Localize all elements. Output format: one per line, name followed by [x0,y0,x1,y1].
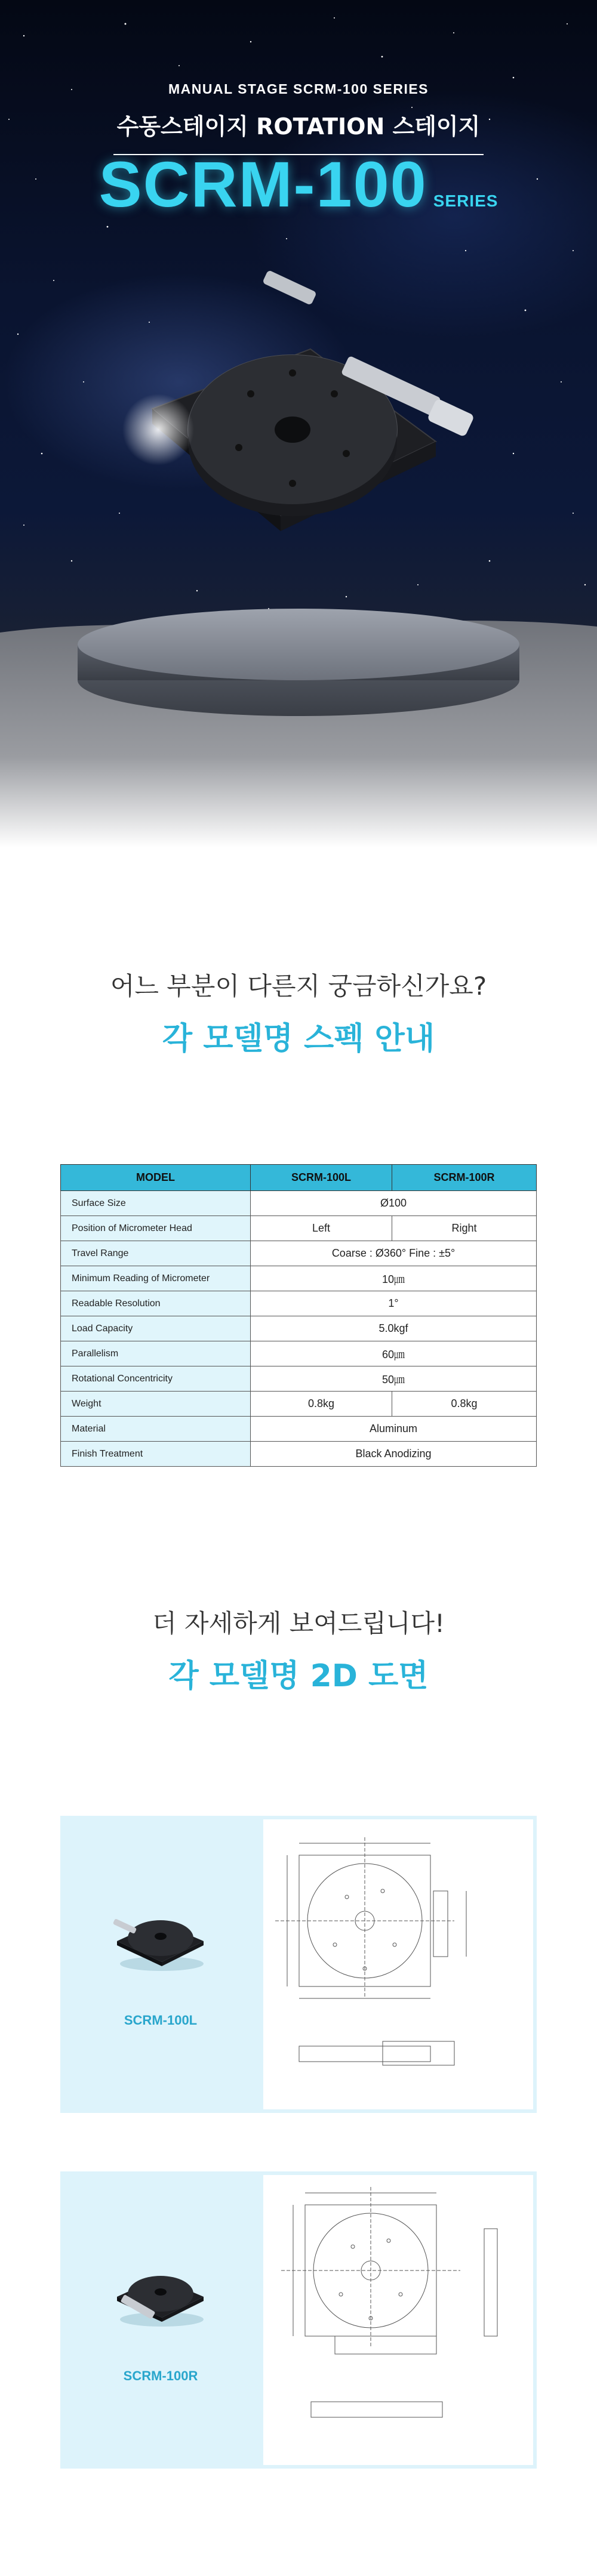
column-header-scrm-100r: SCRM-100R [392,1165,537,1191]
row-value: Black Anodizing [251,1442,537,1467]
table-row [61,1417,537,1442]
table-row [61,1341,537,1366]
table-row [61,1392,537,1417]
hero-model-name: SCRM-100 [99,148,427,220]
technical-drawing-scrm-100r [263,2175,533,2465]
column-header-scrm-100l: SCRM-100L [251,1165,392,1191]
row-label: Position of Micrometer Head [61,1216,251,1241]
row-label: Material [61,1417,251,1442]
drawing-card-scrm-100l [60,1816,537,2113]
table-row [61,1442,537,1467]
row-value: 5.0kgf [251,1316,537,1341]
row-value: 10㎛ [251,1266,537,1291]
table-row [61,1241,537,1266]
table-row [61,1216,537,1241]
product-photo-scrm-100l [60,1816,261,2113]
product-photo-panel [60,1816,261,2113]
row-value: 1° [251,1291,537,1316]
spec-heading: 각 모델명 스펙 안내 [162,1021,435,1057]
row-value: 50㎛ [251,1366,537,1392]
hero-banner [0,0,597,847]
table-row [61,1316,537,1341]
row-label: Load Capacity [61,1316,251,1341]
table-row [61,1266,537,1291]
drawing-question: 더 자세하게 보여드립니다! [152,1609,445,1638]
row-label: Parallelism [61,1341,251,1366]
drawing-section [0,1467,597,2576]
row-label: Travel Range [61,1241,251,1266]
drawing-card-scrm-100r [60,2171,537,2469]
row-value: Coarse : Ø360° Fine : ±5° [251,1241,537,1266]
row-label: Rotational Concentricity [61,1366,251,1392]
row-value: Ø100 [251,1191,537,1216]
row-label: Readable Resolution [61,1291,251,1316]
row-value-left: 0.8kg [251,1392,392,1417]
column-header-model: MODEL [61,1165,251,1191]
row-value-right: 0.8kg [392,1392,537,1417]
technical-drawing-panel [263,1819,533,2109]
rotation-stage-image [0,251,597,847]
row-label: Surface Size [61,1191,251,1216]
model-label: SCRM-100R [123,2368,198,2383]
hero-subtitle: MANUAL STAGE SCRM-100 SERIES [168,81,429,97]
drawing-heading: 각 모델명 2D 도면 [168,1658,429,1694]
row-label: Minimum Reading of Micrometer [61,1266,251,1291]
row-value-right: Right [392,1216,537,1241]
row-label: Weight [61,1392,251,1417]
hero-model-series: SERIES [433,192,498,210]
spec-table [60,1164,537,1467]
row-label: Finish Treatment [61,1442,251,1467]
spec-section [0,847,597,1467]
hero-title: 수동스테이지 ROTATION 스테이지 [116,113,481,140]
row-value-left: Left [251,1216,392,1241]
technical-drawing-scrm-100l [263,1819,533,2109]
product-photo-scrm-100r [60,2171,261,2469]
technical-drawing-panel [263,2175,533,2465]
table-row [61,1366,537,1392]
table-row [61,1291,537,1316]
row-value: Aluminum [251,1417,537,1442]
row-value: 60㎛ [251,1341,537,1366]
model-label: SCRM-100L [124,2013,198,2028]
spec-table-header-row [61,1165,537,1191]
product-photo-panel [60,2171,261,2469]
table-row [61,1191,537,1216]
spec-question: 어느 부분이 다른지 궁금하신가요? [110,971,487,1001]
